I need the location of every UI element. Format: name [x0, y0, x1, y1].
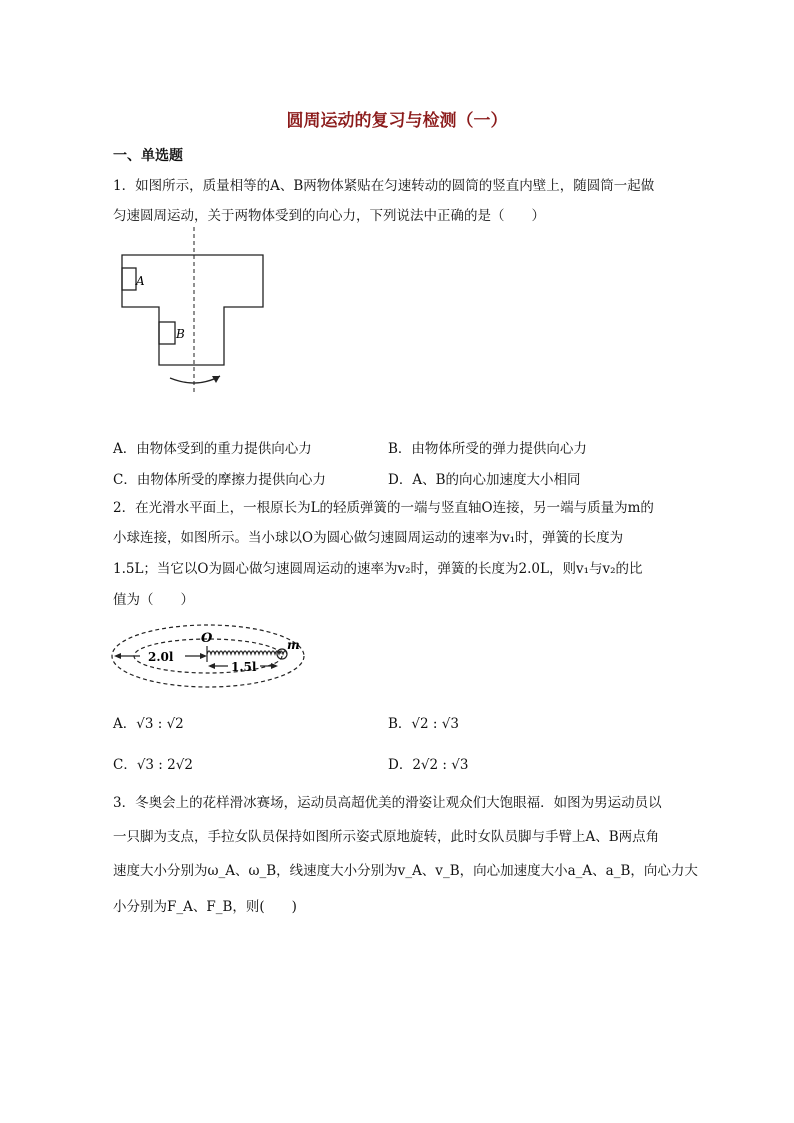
- q2-spring-figure: [110, 622, 315, 694]
- q3-text-line1: 3．冬奥会上的花样滑冰赛场，运动员高超优美的滑姿让观众们大饱眼福．如图为男运动员以: [113, 795, 662, 811]
- label-m: m: [287, 638, 300, 652]
- q1-cylinder-figure: [112, 225, 282, 400]
- spring: [207, 651, 287, 654]
- label-a: A: [136, 274, 145, 288]
- q1-text-line1: 1．如图所示，质量相等的A、B两物体紧贴在匀速转动的圆筒的竖直内壁上，随圆筒一起做: [113, 178, 655, 194]
- q3-text-line3: 速度大小分别为ω_A、ω_B，线速度大小分别为v_A、v_B，向心加速度大小a_A、a_B，向心力大: [113, 863, 698, 879]
- rotation-arrow: [170, 376, 220, 383]
- q2-text-line2: 小球连接，如图所示。当小球以O为圆心做匀速圆周运动的速率为v₁时，弹簧的长度为: [113, 530, 624, 546]
- block-a: [122, 268, 136, 290]
- q2-text-line4: 值为（ ）: [113, 592, 194, 608]
- block-b: [159, 322, 175, 344]
- q2-option-a[interactable]: A．√3 : √2: [113, 716, 184, 732]
- label-2l: 2.0l: [148, 650, 174, 664]
- q1-option-a[interactable]: A．由物体受到的重力提供向心力: [113, 441, 312, 457]
- q2-option-c[interactable]: C．√3 : 2√2: [113, 757, 193, 773]
- q1-option-d[interactable]: D．A、B的向心加速度大小相同: [388, 472, 581, 488]
- q1-option-c[interactable]: C．由物体所受的摩擦力提供向心力: [113, 472, 326, 488]
- label-o: O: [201, 631, 213, 646]
- q2-option-d[interactable]: D．2√2 : √3: [388, 757, 469, 773]
- page-title: 圆周运动的复习与检测（一）: [286, 111, 508, 131]
- section-heading: 一、单选题: [113, 148, 183, 164]
- q1-option-b[interactable]: B．由物体所受的弹力提供向心力: [388, 441, 587, 457]
- label-15l: 1.5l: [231, 660, 257, 674]
- cylinder-outline: [122, 255, 263, 365]
- q2-text-line1: 2．在光滑水平面上，一根原长为L的轻质弹簧的一端与竖直轴O连接，另一端与质量为m的: [113, 500, 654, 516]
- q1-text-line2: 匀速圆周运动，关于两物体受到的向心力，下列说法中正确的是（ ）: [113, 208, 545, 224]
- q3-text-line4: 小分别为F_A、F_B，则( ): [113, 899, 297, 915]
- q2-text-line3: 1.5L；当它以O为圆心做匀速圆周运动的速率为v₂时，弹簧的长度为2.0L，则v₁与v₂的比: [113, 561, 643, 577]
- label-b: B: [176, 327, 185, 341]
- q2-option-b[interactable]: B．√2 : √3: [388, 716, 459, 732]
- q3-text-line2: 一只脚为支点，手拉女队员保持如图所示姿式原地旋转，此时女队员脚与手臂上A、B两点角: [113, 829, 660, 845]
